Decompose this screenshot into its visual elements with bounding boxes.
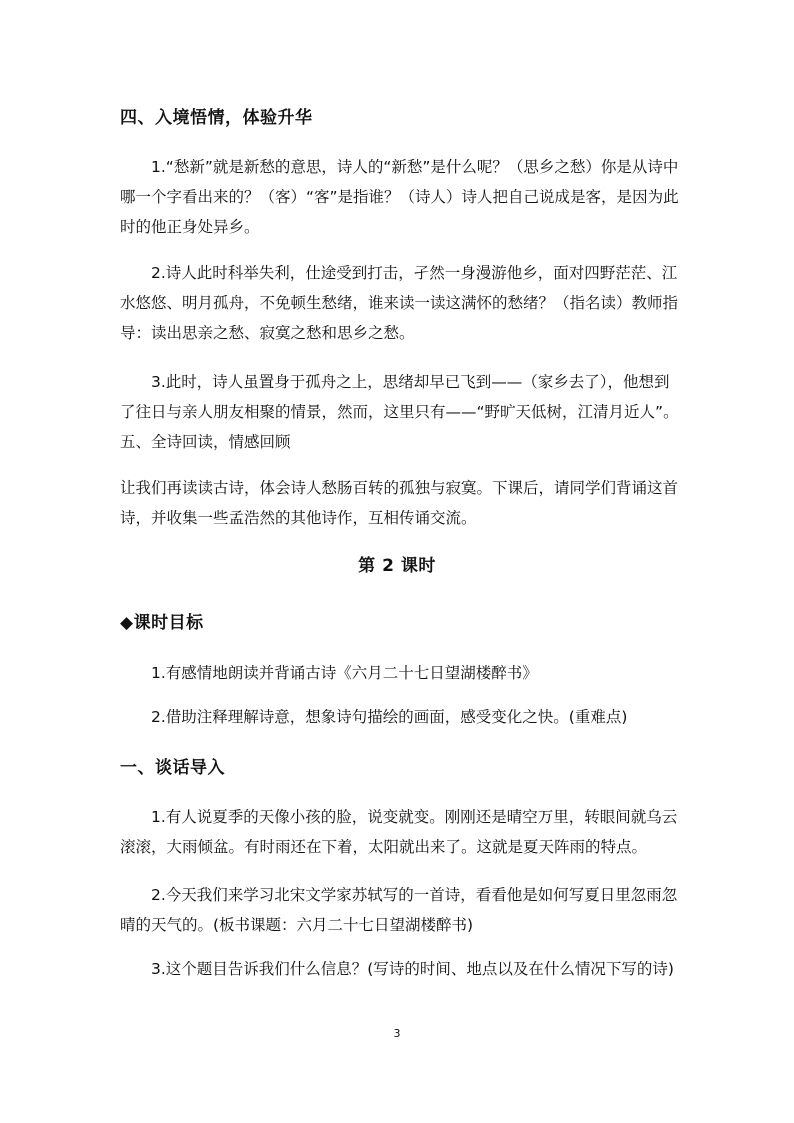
closing-paragraph: 让我们再读读古诗，体会诗人愁肠百转的孤独与寂寞。下课后，请同学们背诵这首诗，并收集一些孟浩然的其他诗作，互相传诵交流。 [120, 479, 679, 527]
paragraph-4-1: 1.“愁新”就是新愁的意思，诗人的“新愁”是什么呢？（思乡之愁）你是从诗中哪一个字看出来的？（客）“客”是指谁？（诗人）诗人把自己说成是客，是因为此时的他正身处异乡。 [120, 158, 679, 236]
paragraph-1-1: 1.有人说夏季的天像小孩的脸，说变就变。刚刚还是晴空万里，转眼间就乌云滚滚，大雨倾盆。有时雨还在下着，太阳就出来了。这就是夏天阵雨的特点。 [120, 808, 678, 856]
objective-2: 2.借助注释理解诗意，想象诗句描绘的画面，感受变化之快。(重难点) [151, 708, 628, 726]
section-heading-4: 四、入境悟情，体验升华 [120, 108, 313, 128]
lesson-title: 第 2 课时 [358, 556, 436, 576]
paragraph-4-2: 2.诗人此时科举失利，仕途受到打击，孑然一身漫游他乡，面对四野茫茫、江水悠悠、明月孤舟，不免顿生愁绪，谁来读一读这满怀的愁绪？（指名读）教师指导：读出思亲之愁、寂寞之愁和思乡之愁。 [120, 264, 679, 342]
page-number: 3 [393, 1027, 401, 1040]
paragraph-4-3: 3.此时，诗人虽置身于孤舟之上，思绪却早已飞到——（家乡去了），他想到了往日与亲人朋友相聚的情景，然而，这里只有——“野旷天低树，江清月近人”。五、全诗回读，情感回顾 [120, 373, 679, 451]
paragraph-1-2: 2.今天我们来学习北宋文学家苏轼写的一首诗，看看他是如何写夏日里忽雨忽晴的天气的。(板书课题：六月二十七日望湖楼醉书) [120, 886, 678, 934]
objectives-heading: ◆课时目标 [120, 613, 204, 633]
objective-1: 1.有感情地朗读并背诵古诗《六月二十七日望湖楼醉书》 [151, 664, 538, 682]
section-heading-1: 一、谈话导入 [120, 758, 225, 778]
paragraph-1-3: 3.这个题目告诉我们什么信息？(写诗的时间、地点以及在什么情况下写的诗) [151, 960, 674, 978]
